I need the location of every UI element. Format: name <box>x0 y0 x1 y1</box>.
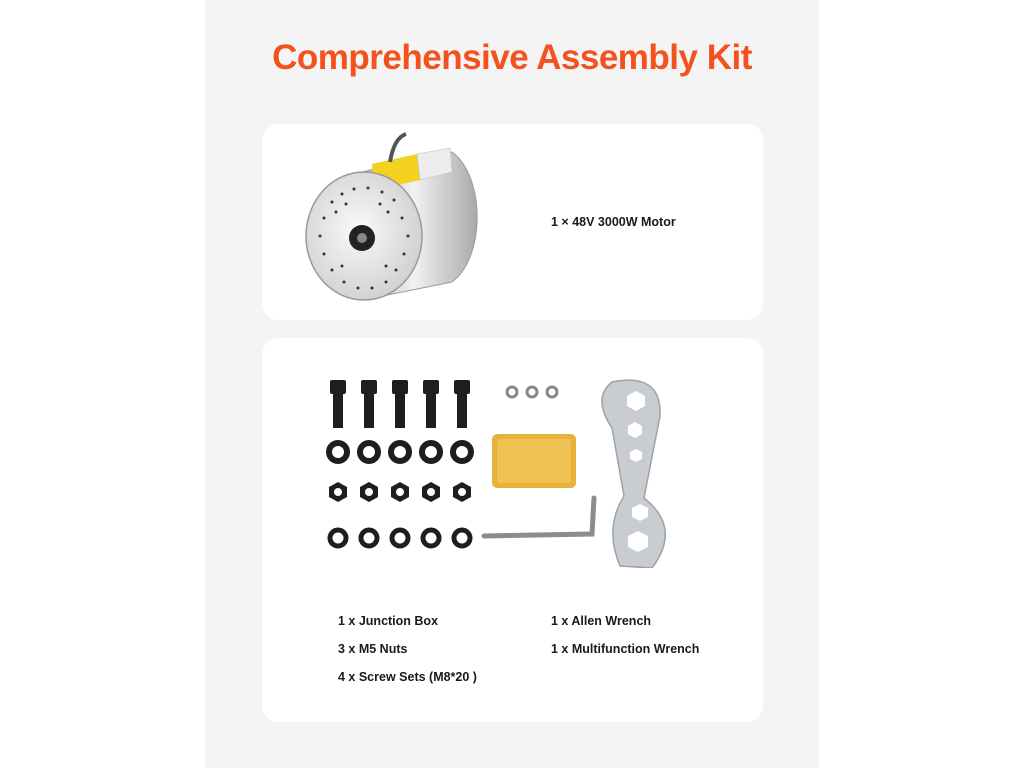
motor-label: 1 × 48V 3000W Motor <box>551 215 676 229</box>
list-item: 4 x Screw Sets (M8*20 ) <box>338 670 477 684</box>
motor-card <box>262 124 763 320</box>
page-title: Comprehensive Assembly Kit <box>272 38 752 77</box>
list-item: 1 x Junction Box <box>338 614 439 628</box>
parts-kit-image <box>322 378 712 568</box>
product-panel <box>205 0 819 768</box>
list-item: 3 x M5 Nuts <box>338 642 408 656</box>
parts-card <box>262 338 763 722</box>
list-item: 1 x Multifunction Wrench <box>551 642 700 656</box>
list-item: 1 x Allen Wrench <box>551 614 652 628</box>
electric-motor-image <box>302 132 492 312</box>
